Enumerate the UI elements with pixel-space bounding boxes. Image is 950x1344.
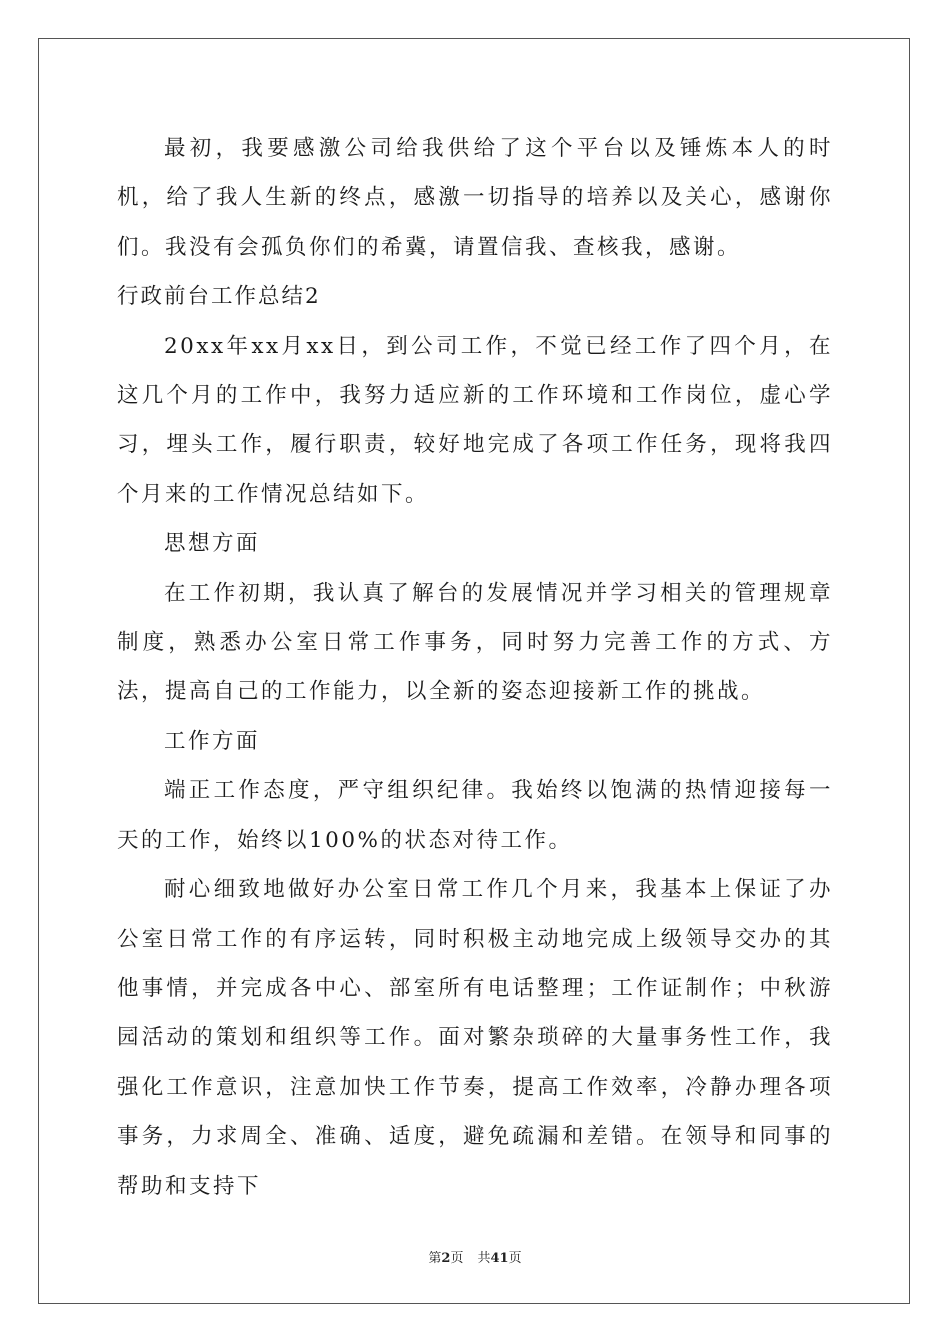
total-pages: 41 bbox=[490, 1251, 509, 1266]
section-heading: 行政前台工作总结2 bbox=[117, 284, 321, 310]
paragraph-intro: 20xx年xx月xx日，到公司工作，不觉已经工作了四个月，在这几个月的工作中，我努力适应新的工作环境和工作岗位，虚心学习，埋头工作，履行职责，较好地完成了各项工作任务，现将我四个月来的工作情况总结如下。 bbox=[117, 333, 833, 507]
page-number: 2 bbox=[441, 1251, 451, 1266]
page-suffix: 页 bbox=[450, 1251, 464, 1266]
page-footer bbox=[0, 1247, 950, 1266]
page-prefix: 第 bbox=[428, 1251, 442, 1266]
total-suffix: 页 bbox=[508, 1251, 522, 1266]
paragraph-daily-work: 耐心细致地做好办公室日常工作几个月来，我基本上保证了办公室日常工作的有序运转，同时积极主动地完成上级领导交办的其他事情，并完成各中心、部室所有电话整理；工作证制作；中秋游园活动的策划和组织等工作。面对繁杂琐碎的大量事务性工作，我强化工作意识，注意加快工作节奏，提高工作效率，冷静办理各项事务，力求周全、准确、适度，避免疏漏和差错。在领导和同事的帮助和支持下 bbox=[117, 877, 833, 1199]
paragraph-attitude: 端正工作态度，严守组织纪律。我始终以饱满的热情迎接每一天的工作，始终以100%的状态对待工作。 bbox=[117, 778, 833, 853]
paragraph-thought: 在工作初期，我认真了解台的发展情况并学习相关的管理规章制度，熟悉办公室日常工作事务，同时努力完善工作的方式、方法，提高自己的工作能力，以全新的姿态迎接新工作的挑战。 bbox=[117, 580, 833, 705]
subheading-thought: 思想方面 bbox=[164, 531, 261, 557]
total-prefix: 共 bbox=[477, 1251, 491, 1266]
document-body bbox=[117, 124, 833, 1211]
paragraph-gratitude: 最初，我要感激公司给我供给了这个平台以及锤炼本人的时机，给了我人生新的终点，感激一切指导的培养以及关心，感谢你们。我没有会孤负你们的希冀，请置信我、查核我，感谢。 bbox=[117, 136, 833, 260]
subheading-work: 工作方面 bbox=[164, 728, 261, 754]
